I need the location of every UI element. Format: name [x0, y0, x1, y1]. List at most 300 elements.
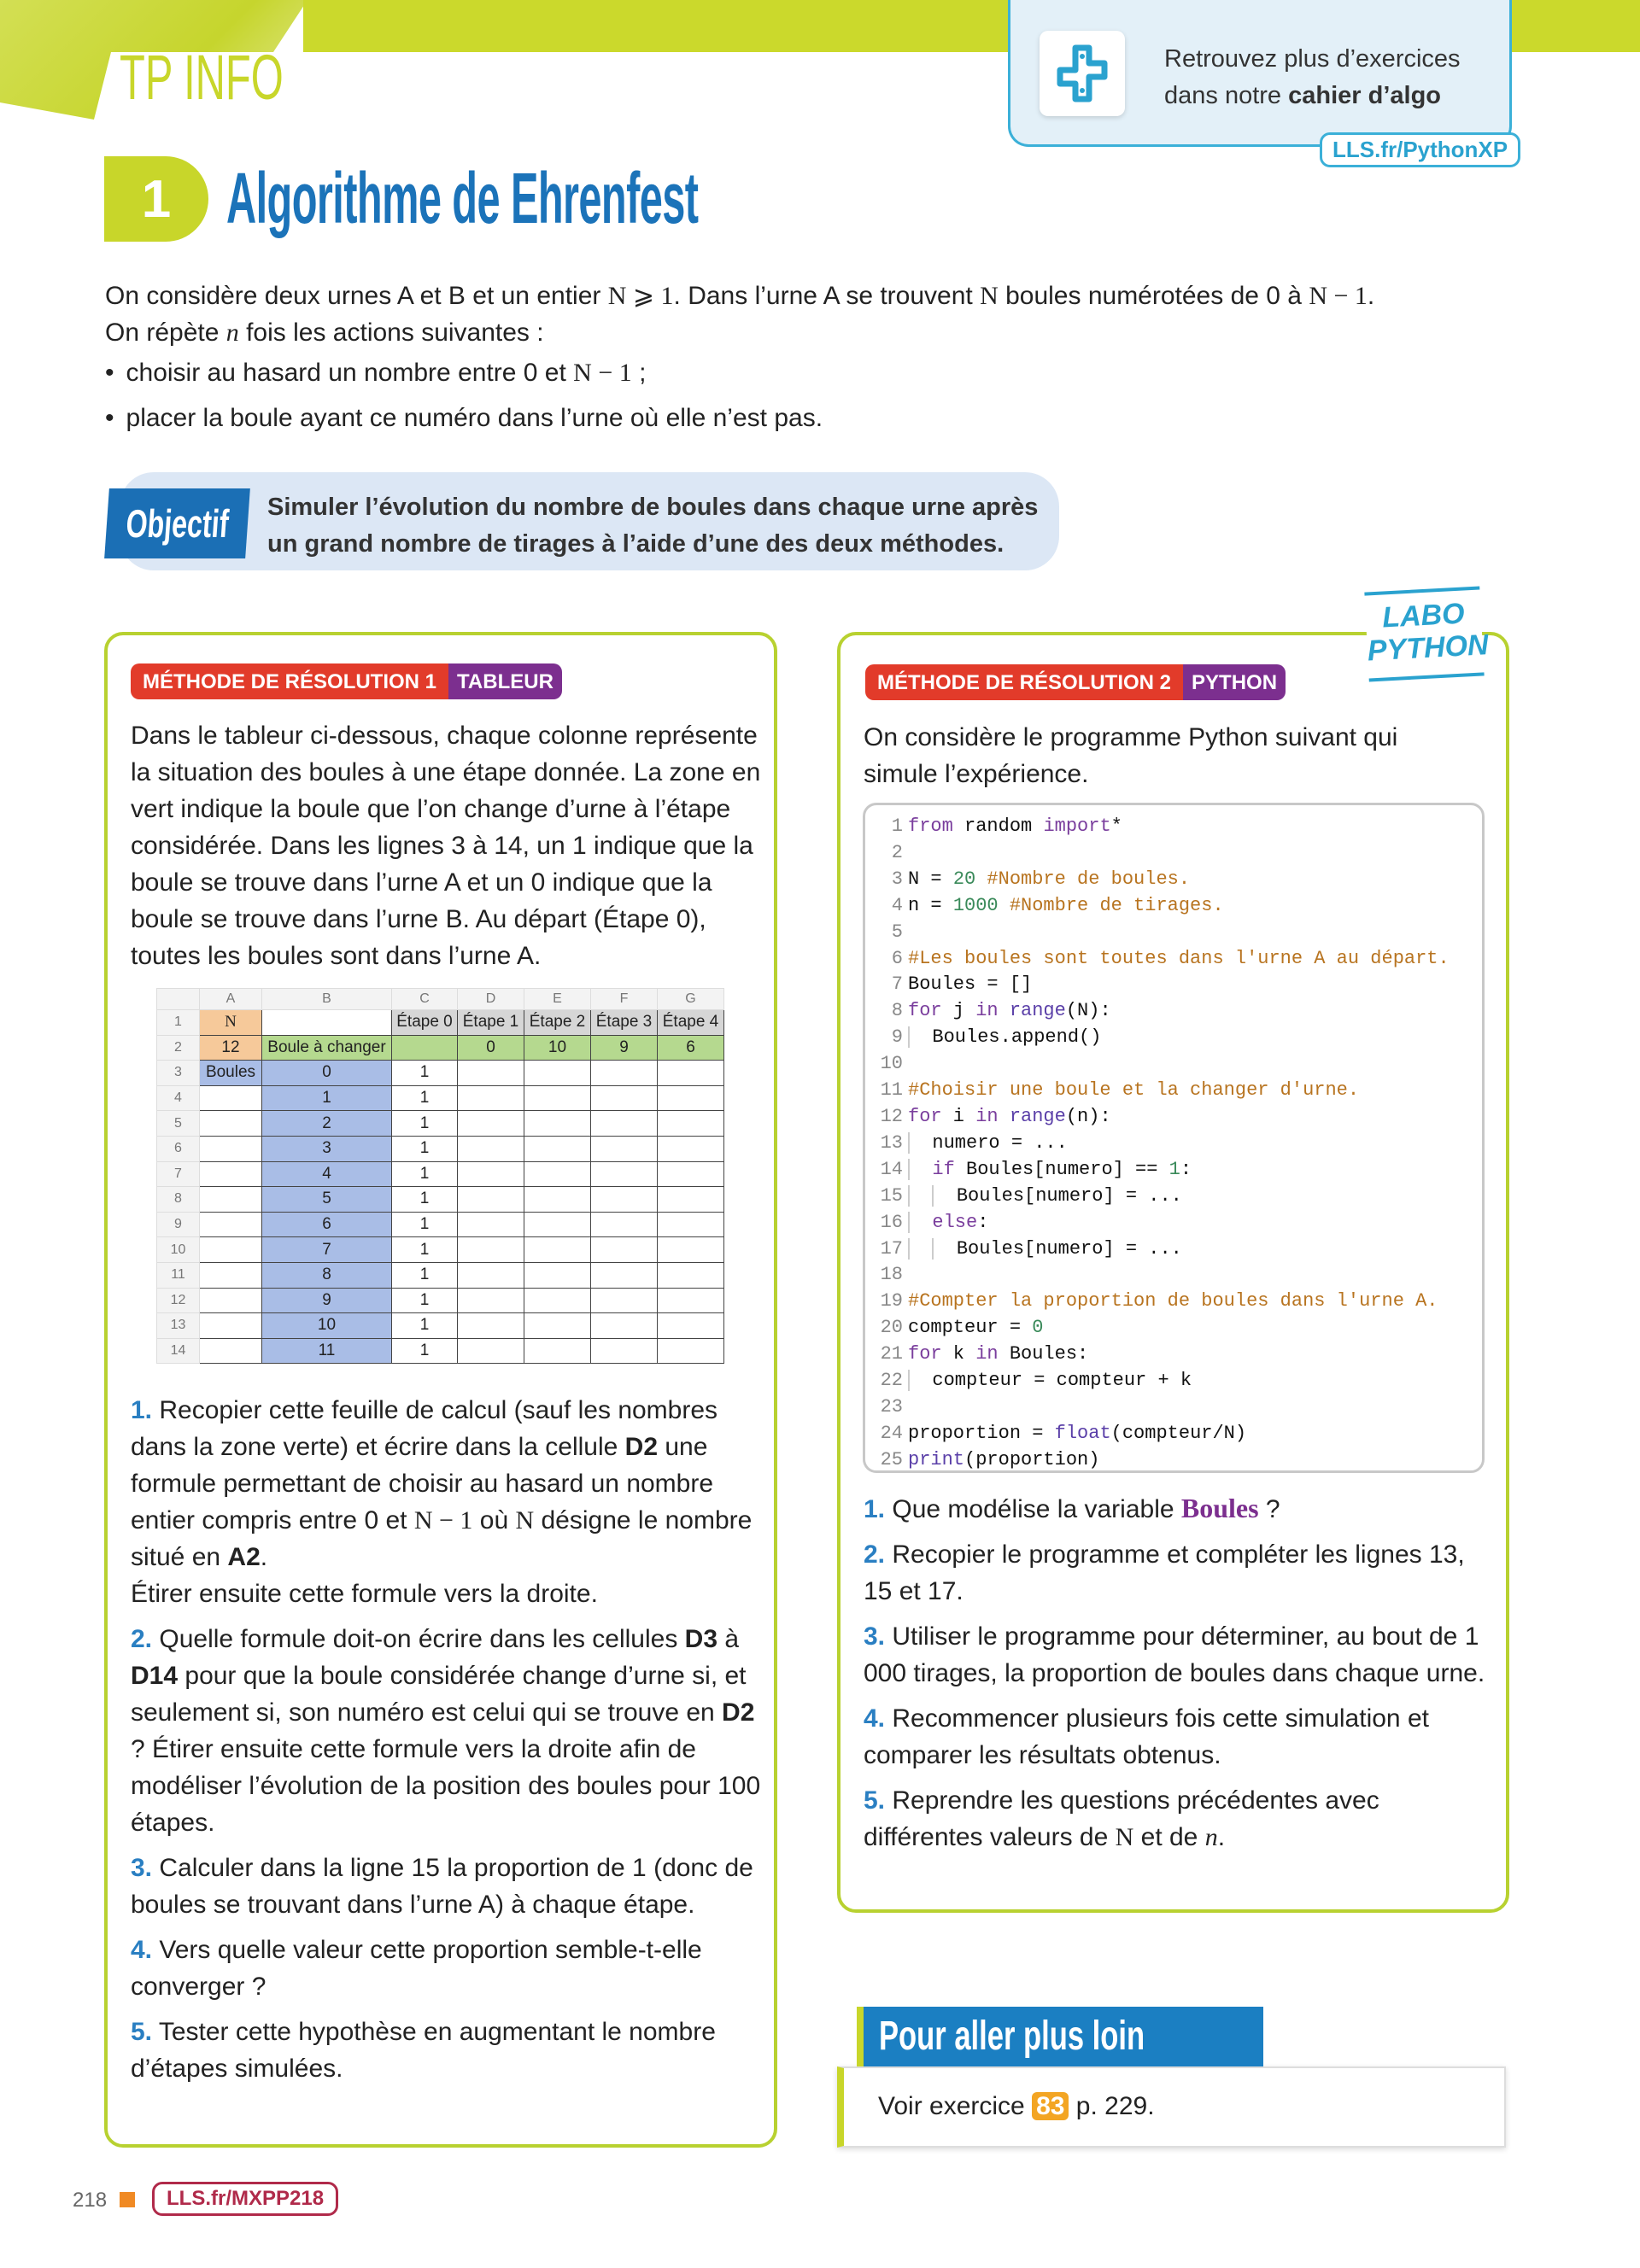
text-segment: D2 — [624, 1433, 659, 1461]
text-segment: Utiliser le programme pour déterminer, au bout de 1 000 tirages, la proportion de boules dans chaque urne. — [864, 1622, 1485, 1687]
sheet-cell[interactable]: 1 — [392, 1288, 458, 1313]
text-segment: N — [980, 282, 999, 310]
text-segment: n — [226, 319, 239, 347]
sheet-cell[interactable] — [200, 1262, 262, 1288]
sheet-cell[interactable] — [591, 1212, 658, 1237]
sheet-cell[interactable] — [458, 1338, 524, 1364]
footer-link[interactable]: LLS.fr/MXPP218 — [152, 2182, 338, 2216]
footer-square-icon — [120, 2192, 135, 2207]
text-segment: fois les actions suivantes : — [238, 319, 544, 347]
sheet-cell[interactable]: 1 — [262, 1085, 392, 1111]
sheet-cell[interactable] — [658, 1288, 724, 1313]
method-2-questions — [864, 1490, 1487, 1864]
row-header[interactable]: 14 — [157, 1338, 200, 1364]
sheet-cell[interactable]: 10 — [524, 1035, 591, 1061]
sheet-cell[interactable]: 10 — [262, 1313, 392, 1339]
question-number: 2. — [864, 1540, 886, 1569]
text-segment: Étirer ensuite cette formule vers la droite. — [131, 1580, 598, 1608]
sheet-cell[interactable] — [524, 1313, 591, 1339]
objective-line-1: Simuler l’évolution du nombre de boules dans chaque urne après — [267, 494, 1039, 521]
sheet-cell[interactable]: 12 — [200, 1035, 262, 1061]
sheet-cell[interactable] — [658, 1187, 724, 1213]
exercise-number-badge: 1 — [104, 156, 208, 242]
row-header[interactable]: 5 — [157, 1111, 200, 1137]
sheet-cell[interactable] — [591, 1288, 658, 1313]
code-line — [870, 1447, 1482, 1474]
sheet-row — [157, 1010, 724, 1036]
text-segment: . — [1217, 1823, 1226, 1851]
code-line — [870, 1421, 1482, 1447]
text-segment: Quelle formule doit-on écrire dans les cellules — [159, 1625, 685, 1653]
sheet-cell[interactable] — [591, 1111, 658, 1137]
code-token: compteur = compteur + k — [932, 1370, 1192, 1392]
text-segment: Calculer dans la ligne 15 la proportion de 1 (donc de boules se trouvant dans l’urne A) à chaque étape. — [131, 1854, 753, 1919]
stamp-line-1: LABO — [1381, 597, 1466, 634]
code-token: : — [1180, 1158, 1192, 1180]
sheet-cell[interactable] — [524, 1288, 591, 1313]
intro-line-2 — [105, 314, 1489, 351]
text-segment: N — [515, 1506, 535, 1534]
code-token: compteur = — [908, 1317, 1033, 1339]
objective-line-2: un grand nombre de tirages à l’aide d’une des deux méthodes. — [267, 530, 1004, 558]
sheet-cell[interactable]: Boules — [200, 1061, 262, 1086]
bullet-text — [126, 354, 647, 391]
sheet-cell[interactable]: 5 — [262, 1187, 392, 1213]
line-number: 12 — [880, 1105, 903, 1127]
code-token: proportion = — [908, 1422, 1055, 1444]
code-line — [870, 1368, 1482, 1394]
method-tag-label: MÉTHODE DE RÉSOLUTION 2 — [865, 664, 1183, 700]
sheet-cell[interactable]: 1 — [392, 1212, 458, 1237]
sheet-row — [157, 1187, 724, 1213]
page-number: 218 — [73, 2189, 108, 2212]
python-promo-box — [1008, 0, 1512, 147]
sheet-cell[interactable]: 1 — [392, 1161, 458, 1187]
line-number: 2 — [891, 841, 903, 863]
sheet-cell[interactable] — [524, 1111, 591, 1137]
sheet-cell[interactable] — [200, 1288, 262, 1313]
sheet-cell[interactable]: 3 — [262, 1136, 392, 1161]
bullet-item — [105, 354, 1489, 391]
code-token: * — [1110, 815, 1122, 837]
sheet-cell[interactable]: 0 — [458, 1035, 524, 1061]
code-line — [870, 946, 1482, 973]
code-line — [870, 1342, 1482, 1368]
stamp-line-2: PYTHON — [1366, 628, 1490, 668]
sheet-cell[interactable] — [200, 1085, 262, 1111]
indent-guide — [908, 1212, 932, 1233]
question-item — [131, 1621, 763, 1841]
bullet-item — [105, 400, 1489, 436]
sheet-cell[interactable] — [458, 1313, 524, 1339]
code-token: for — [908, 1343, 942, 1365]
sheet-cell[interactable] — [200, 1313, 262, 1339]
text-segment: où — [472, 1506, 516, 1534]
sheet-cell[interactable] — [458, 1187, 524, 1213]
text-segment: N − 1 — [413, 1506, 473, 1534]
sheet-cell[interactable]: 9 — [262, 1288, 392, 1313]
sheet-cell[interactable]: Boule à changer — [262, 1035, 392, 1061]
code-token: #Compter la proportion de boules dans l'urne A. — [908, 1290, 1438, 1312]
text-segment: On répète — [105, 319, 226, 347]
text-segment: N − 1 — [1309, 282, 1368, 310]
bullet-text — [126, 400, 823, 436]
question-item — [131, 1850, 763, 1923]
code-line — [870, 1157, 1482, 1184]
python-logo-icon — [1040, 31, 1125, 116]
sheet-row — [157, 1313, 724, 1339]
sheet-cell[interactable] — [524, 1085, 591, 1111]
sheet-cell[interactable]: 1 — [392, 1111, 458, 1137]
sheet-cell[interactable] — [591, 1187, 658, 1213]
sheet-cell[interactable]: Étape 0 — [392, 1010, 458, 1036]
sheet-cell[interactable] — [524, 1338, 591, 1364]
method-1-questions — [131, 1392, 763, 2096]
line-number: 23 — [880, 1395, 903, 1418]
sheet-row — [157, 1061, 724, 1086]
python-code-block — [863, 803, 1485, 1473]
question-item — [864, 1700, 1487, 1774]
line-number: 5 — [891, 921, 903, 943]
row-header[interactable]: 13 — [157, 1313, 200, 1339]
sheet-cell[interactable]: 2 — [262, 1111, 392, 1137]
question-number: 5. — [131, 2018, 153, 2046]
text-segment: Boules — [1180, 1493, 1259, 1523]
sheet-cell[interactable]: 11 — [262, 1338, 392, 1364]
sheet-cell[interactable] — [524, 1237, 591, 1263]
code-token: for — [908, 1105, 942, 1127]
sheet-cell[interactable] — [458, 1212, 524, 1237]
code-token: in — [975, 1105, 999, 1127]
text-segment: N ⩾ 1 — [607, 282, 674, 310]
code-token: : — [977, 1211, 989, 1233]
sheet-cell[interactable] — [658, 1313, 724, 1339]
column-header[interactable]: A — [200, 989, 262, 1010]
code-line — [870, 814, 1482, 840]
sheet-cell[interactable] — [591, 1136, 658, 1161]
sheet-cell[interactable] — [200, 1111, 262, 1137]
intro-text — [105, 278, 1489, 436]
code-token: 1000 — [952, 894, 999, 916]
code-token — [999, 1000, 1010, 1021]
bullet-dot: • — [105, 404, 114, 432]
sheet-cell[interactable]: 6 — [658, 1035, 724, 1061]
sheet-cell[interactable] — [658, 1237, 724, 1263]
text-segment: N — [1115, 1823, 1134, 1851]
sheet-cell[interactable]: 1 — [392, 1187, 458, 1213]
text-segment: et de — [1133, 1823, 1205, 1851]
row-header[interactable]: 10 — [157, 1237, 200, 1263]
sheet-cell[interactable] — [658, 1085, 724, 1111]
text-segment: A2 — [227, 1543, 261, 1571]
text-segment: ? — [1258, 1495, 1280, 1523]
sheet-cell[interactable] — [658, 1136, 724, 1161]
code-token: range — [1009, 1105, 1066, 1127]
sheet-cell[interactable] — [458, 1136, 524, 1161]
method-1-description: Dans le tableur ci-dessous, chaque colonne représente la situation des boules à une étape donnée. La zone en vert indique la boule que l’on change d’urne à l’étape considérée. Dans les lignes 3 à 14, un 1 indique que la boule se trouve dans l’urne A et un 0 indique que la boule se trouve dans l’urne B. Au départ (Étape 0), toutes les boules sont dans l’urne A. — [131, 722, 761, 970]
sheet-cell[interactable] — [658, 1212, 724, 1237]
code-token: in — [975, 1000, 999, 1022]
column-header[interactable]: G — [658, 989, 724, 1010]
question-item — [131, 1392, 763, 1612]
sheet-cell[interactable] — [591, 1338, 658, 1364]
sheet-cell[interactable] — [524, 1061, 591, 1086]
sheet-cell[interactable] — [524, 1136, 591, 1161]
question-number: 1. — [131, 1396, 153, 1424]
sheet-row — [157, 1288, 724, 1313]
line-number: 16 — [880, 1211, 903, 1233]
question-item — [864, 1490, 1487, 1528]
section-label: TP INFO — [120, 42, 284, 113]
sheet-cell[interactable] — [524, 1187, 591, 1213]
sheet-cell[interactable] — [458, 1262, 524, 1288]
question-number: 3. — [131, 1854, 153, 1882]
text-segment: Reprendre les questions précédentes avec différentes valeurs de — [864, 1786, 1379, 1851]
indent-guide — [908, 1159, 932, 1180]
sheet-cell[interactable] — [591, 1237, 658, 1263]
indent-guide — [908, 1185, 932, 1207]
code-token: #Choisir une boule et la changer d'urne. — [908, 1079, 1360, 1102]
sheet-cell[interactable] — [458, 1111, 524, 1137]
sheet-cell[interactable]: 1 — [392, 1061, 458, 1086]
code-token: in — [975, 1343, 999, 1365]
code-token: Boules[numero] = ... — [956, 1184, 1182, 1207]
text-segment: . Dans l’urne A se trouvent — [673, 282, 981, 310]
code-token: Boules = [] — [908, 973, 1033, 996]
sheet-cell[interactable] — [392, 1035, 458, 1061]
sheet-cell[interactable]: 1 — [392, 1136, 458, 1161]
question-number: 4. — [131, 1936, 153, 1964]
text-segment: D2 — [722, 1698, 755, 1727]
sheet-cell[interactable] — [524, 1262, 591, 1288]
sheet-cell[interactable]: 9 — [591, 1035, 658, 1061]
sheet-cell[interactable] — [658, 1161, 724, 1187]
column-header[interactable]: F — [591, 989, 658, 1010]
promo-prefix: dans notre — [1164, 82, 1289, 109]
row-header[interactable]: 3 — [157, 1061, 200, 1086]
objective-label — [104, 488, 250, 558]
line-number: 15 — [880, 1184, 903, 1207]
code-line — [870, 1104, 1482, 1131]
sheet-cell[interactable]: Étape 3 — [591, 1010, 658, 1036]
code-line — [870, 1289, 1482, 1315]
question-number: 3. — [864, 1622, 886, 1651]
sheet-cell[interactable]: 0 — [262, 1061, 392, 1086]
question-item — [131, 2014, 763, 2087]
code-token: (n): — [1065, 1105, 1111, 1127]
row-header[interactable]: 1 — [157, 1010, 200, 1036]
line-number: 7 — [891, 973, 903, 996]
sheet-cell[interactable] — [200, 1237, 262, 1263]
code-line — [870, 1236, 1482, 1263]
line-number: 1 — [891, 815, 903, 837]
objective-label-text: Objectif — [124, 501, 231, 546]
column-header[interactable]: C — [392, 989, 458, 1010]
code-token: 20 — [952, 868, 976, 890]
sheet-cell[interactable] — [524, 1161, 591, 1187]
sheet-cell[interactable] — [200, 1212, 262, 1237]
sheet-cell[interactable] — [658, 1262, 724, 1288]
code-line — [870, 920, 1482, 946]
column-header[interactable]: D — [458, 989, 524, 1010]
row-header[interactable]: 7 — [157, 1161, 200, 1187]
code-line — [870, 1210, 1482, 1236]
code-token: range — [1009, 1000, 1066, 1022]
sheet-row — [157, 1212, 724, 1237]
sheet-cell[interactable] — [200, 1338, 262, 1364]
text-segment: N − 1 — [573, 359, 632, 387]
sheet-cell[interactable] — [591, 1085, 658, 1111]
sheet-cell[interactable] — [458, 1161, 524, 1187]
further-suffix: p. 229. — [1069, 2092, 1155, 2120]
line-number: 13 — [880, 1131, 903, 1154]
line-number: 19 — [880, 1290, 903, 1312]
promo-line-1: Retrouvez plus d’exercices — [1164, 45, 1461, 73]
sheet-cell[interactable]: 8 — [262, 1262, 392, 1288]
code-token: Boules.append() — [932, 1026, 1102, 1049]
further-title: Pour aller plus loin — [879, 2014, 1145, 2059]
sheet-cell[interactable] — [458, 1237, 524, 1263]
row-header[interactable]: 11 — [157, 1262, 200, 1288]
row-header[interactable]: 12 — [157, 1288, 200, 1313]
code-token: import — [1043, 815, 1111, 837]
sheet-cell[interactable] — [591, 1262, 658, 1288]
line-number: 24 — [880, 1422, 903, 1444]
sheet-row — [157, 1237, 724, 1263]
python-promo-text — [1164, 41, 1461, 114]
further-prefix: Voir exercice — [878, 2092, 1033, 2120]
code-line — [870, 1315, 1482, 1342]
row-header[interactable]: 9 — [157, 1212, 200, 1237]
sheet-cell[interactable]: 1 — [392, 1262, 458, 1288]
text-segment: . — [1367, 282, 1375, 310]
sheet-cell[interactable]: Étape 4 — [658, 1010, 724, 1036]
line-number: 8 — [891, 1000, 903, 1022]
sheet-cell[interactable]: 1 — [392, 1085, 458, 1111]
sheet-cell[interactable]: 6 — [262, 1212, 392, 1237]
code-token: n = — [908, 894, 953, 916]
sheet-cell[interactable] — [458, 1061, 524, 1086]
question-number: 4. — [864, 1704, 886, 1733]
bullet-dot: • — [105, 359, 114, 387]
line-number: 17 — [880, 1237, 903, 1260]
code-token: Boules[numero] == — [954, 1158, 1169, 1180]
line-number: 20 — [880, 1317, 903, 1339]
text-segment: D3 — [684, 1625, 718, 1653]
question-item — [864, 1536, 1487, 1610]
text-segment: boules numérotées de 0 à — [998, 282, 1309, 310]
sheet-cell[interactable]: Étape 2 — [524, 1010, 591, 1036]
indent-guide — [908, 1370, 932, 1391]
code-token: k — [941, 1343, 976, 1365]
code-token: else — [932, 1211, 978, 1233]
sheet-cell[interactable]: 4 — [262, 1161, 392, 1187]
sheet-row — [157, 1161, 724, 1187]
code-token: j — [941, 1000, 976, 1022]
text-segment: choisir au hasard un nombre entre 0 et — [126, 359, 574, 387]
sheet-cell[interactable] — [658, 1061, 724, 1086]
code-token: Boules: — [998, 1343, 1089, 1365]
sheet-cell[interactable] — [658, 1111, 724, 1137]
column-header[interactable]: B — [262, 989, 392, 1010]
code-line — [870, 1262, 1482, 1289]
method-2-description: On considère le programme Python suivant qui simule l’expérience. — [864, 723, 1398, 788]
sheet-cell[interactable] — [591, 1313, 658, 1339]
sheet-cell[interactable] — [591, 1061, 658, 1086]
code-token — [999, 1106, 1010, 1127]
row-header[interactable]: 4 — [157, 1085, 200, 1111]
sheet-cell[interactable] — [658, 1338, 724, 1364]
sheet-cell[interactable]: 1 — [392, 1338, 458, 1364]
text-segment: ; — [631, 359, 647, 387]
promo-line-2 — [1164, 78, 1461, 114]
sheet-cell[interactable] — [200, 1161, 262, 1187]
text-segment: à — [718, 1625, 740, 1653]
code-line — [870, 1131, 1482, 1157]
method-1-tag — [131, 663, 562, 699]
sheet-row — [157, 1085, 724, 1111]
code-token: float — [1054, 1422, 1111, 1444]
text-segment: Recommencer plusieurs fois cette simulation et comparer les résultats obtenus. — [864, 1704, 1429, 1769]
row-header[interactable]: 6 — [157, 1136, 200, 1161]
text-segment: placer la boule ayant ce numéro dans l’urne où elle n’est pas. — [126, 404, 823, 432]
sheet-cell[interactable]: Étape 1 — [458, 1010, 524, 1036]
code-token: random — [952, 815, 1044, 837]
line-number: 9 — [891, 1026, 903, 1049]
indent-guide — [932, 1185, 956, 1207]
exercise-link[interactable]: 83 — [1032, 2092, 1069, 2120]
sheet-cell[interactable] — [458, 1085, 524, 1111]
line-number: 14 — [880, 1158, 903, 1180]
code-token: (N): — [1065, 1000, 1111, 1022]
text-segment: Que modélise la variable — [892, 1495, 1181, 1523]
sheet-cell[interactable] — [524, 1212, 591, 1237]
python-link[interactable]: LLS.fr/PythonXP — [1320, 132, 1520, 167]
code-token: from — [908, 815, 953, 837]
column-header[interactable]: E — [524, 989, 591, 1010]
code-line — [870, 867, 1482, 893]
row-header[interactable]: 8 — [157, 1187, 200, 1213]
sheet-cell[interactable] — [200, 1136, 262, 1161]
question-item — [864, 1782, 1487, 1856]
text-segment: une formule permettant de choisir au hasard un nombre entier compris entre 0 et — [131, 1433, 714, 1534]
question-number: 2. — [131, 1625, 153, 1653]
code-token: #Nombre de tirages. — [998, 894, 1224, 916]
code-token: Boules[numero] = ... — [956, 1237, 1182, 1260]
indent-guide — [932, 1238, 956, 1260]
method-2-tag — [865, 664, 1286, 700]
text-segment: D14 — [131, 1662, 179, 1690]
sheet-cell[interactable]: 1 — [392, 1237, 458, 1263]
sheet-cell[interactable] — [458, 1288, 524, 1313]
code-line — [870, 893, 1482, 920]
column-header[interactable] — [157, 989, 200, 1010]
sheet-cell[interactable] — [200, 1187, 262, 1213]
text-segment: On considère deux urnes A et B et un entier — [105, 282, 608, 310]
line-number: 25 — [880, 1448, 903, 1470]
sheet-cell[interactable]: 1 — [392, 1313, 458, 1339]
sheet-cell[interactable] — [262, 1010, 392, 1036]
row-header[interactable]: 2 — [157, 1035, 200, 1061]
sheet-cell[interactable]: N — [200, 1010, 262, 1036]
page-title: Algorithme de Ehrenfest — [226, 158, 699, 238]
text-segment: n — [1204, 1823, 1218, 1851]
method-tool-label: TABLEUR — [448, 663, 562, 699]
sheet-cell[interactable]: 7 — [262, 1237, 392, 1263]
line-number: 21 — [880, 1343, 903, 1365]
sheet-cell[interactable] — [591, 1161, 658, 1187]
sheet-row — [157, 1262, 724, 1288]
